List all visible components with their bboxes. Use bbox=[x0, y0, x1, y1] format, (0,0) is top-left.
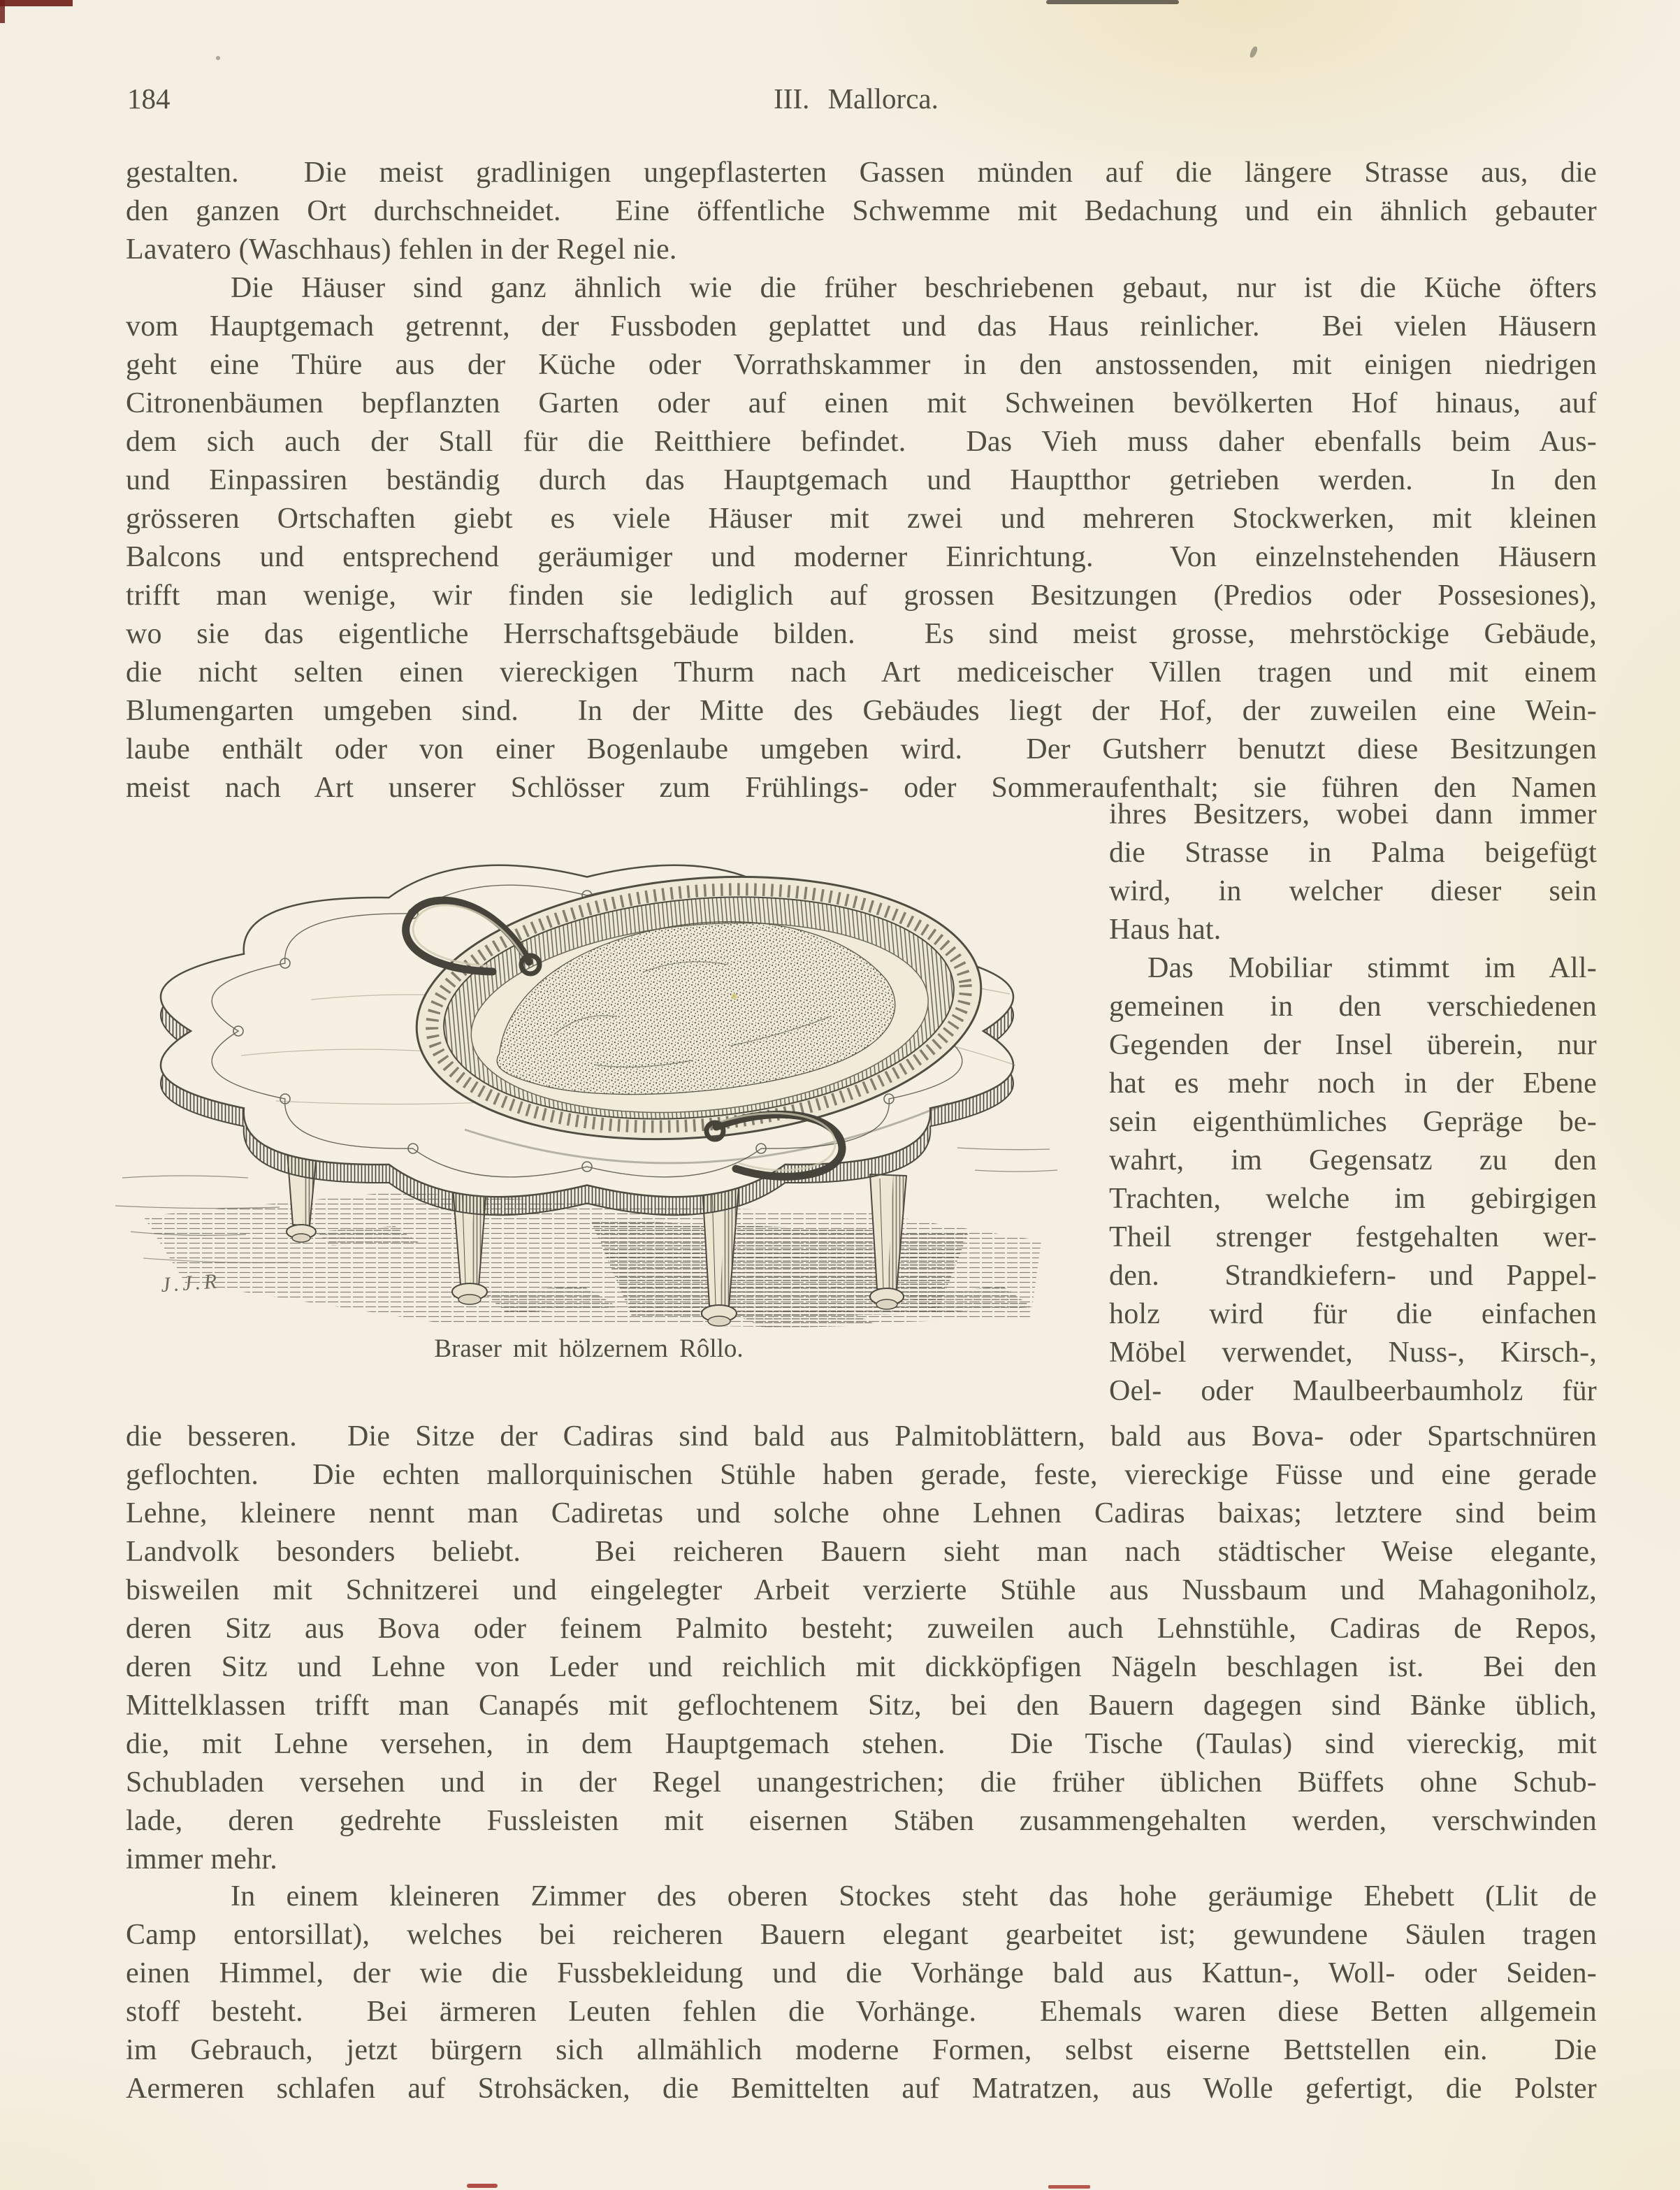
text-line: die Strasse in Palma beigefügt bbox=[1109, 837, 1597, 869]
text-line: die, mit Lehne versehen, in dem Hauptgemach stehen. Die Tische (Taulas) sind viereckig, mit bbox=[126, 1728, 1597, 1760]
text-line: Schubladen versehen und in der Regel unangestrichen; die früher üblichen Büffets ohne Schub- bbox=[126, 1766, 1597, 1799]
text-line: den. Strandkiefern- und Pappel- bbox=[1109, 1260, 1597, 1292]
text-line: bisweilen mit Schnitzerei und eingelegter Arbeit verzierte Stühle aus Nussbaum und Mahagoniholz, bbox=[126, 1574, 1597, 1606]
text-line: sein eigenthümliches Gepräge be- bbox=[1109, 1106, 1597, 1138]
text-line: wahrt, im Gegensatz zu den bbox=[1109, 1144, 1597, 1176]
text-column-right bbox=[1109, 795, 1597, 1411]
text-line: Blumengarten umgeben sind. In der Mitte des Gebäudes liegt der Hof, der zuweilen eine Wein- bbox=[126, 695, 1597, 727]
scan-artifact-speck bbox=[1250, 45, 1259, 59]
paragraph-block-lower bbox=[126, 1418, 1597, 1879]
text-line: grösseren Ortschaften giebt es viele Häuser mit zwei und mehreren Stockwerken, mit kleinen bbox=[126, 503, 1597, 535]
text-line: einen Himmel, der wie die Fussbekleidung und die Vorhänge bald aus Kattun-, Woll- oder Seiden- bbox=[126, 1957, 1597, 1989]
scan-artifact-bottom-red bbox=[467, 2184, 498, 2188]
text-line: stoff besteht. Bei ärmeren Leuten fehlen die Vorhänge. Ehemals waren diese Betten allgemein bbox=[126, 1996, 1597, 2028]
text-line: wo sie das eigentliche Herrschaftsgebäude bilden. Es sind meist grosse, mehrstöckige Gebäude, bbox=[126, 618, 1597, 650]
text-line: im Gebrauch, jetzt bürgern sich allmählich moderne Formen, selbst eiserne Bettstellen ein. Die bbox=[126, 2034, 1597, 2066]
scan-artifact-dark-strip bbox=[1046, 0, 1179, 4]
text-line: hat es mehr noch in der Ebene bbox=[1109, 1067, 1597, 1100]
text-line: Lehne, kleinere nennt man Cadiretas und solche ohne Lehnen Cadiras baixas; letztere sind beim bbox=[126, 1497, 1597, 1529]
text-line: Haus hat. bbox=[1109, 914, 1222, 946]
text-line: holz wird für die einfachen bbox=[1109, 1298, 1597, 1330]
engraver-signature: J.J.R bbox=[160, 1269, 222, 1297]
text-line: gestalten. Die meist gradlinigen ungepflasterten Gassen münden auf die längere Strasse aus, die bbox=[126, 157, 1597, 189]
text-line: die nicht selten einen viereckigen Thurm nach Art mediceischer Villen tragen und mit einem bbox=[126, 656, 1597, 689]
brazier-engraving-illustration bbox=[101, 825, 1076, 1335]
figure bbox=[101, 825, 1076, 1335]
scan-artifact-red-edge bbox=[0, 0, 5, 23]
text-line: deren Sitz aus Bova oder feinem Palmito besteht; zuweilen auch Lehnstühle, Cadiras de Repos, bbox=[126, 1613, 1597, 1645]
text-line: Die Häuser sind ganz ähnlich wie die früher beschriebenen gebaut, nur ist die Küche öfters bbox=[231, 272, 1597, 304]
text-line: Camp entorsillat), welches bei reicheren Bauern elegant gearbeitet ist; gewundene Säulen tragen bbox=[126, 1919, 1597, 1951]
paragraph-block-upper bbox=[126, 154, 1597, 807]
text-line: Mittelklassen trifft man Canapés mit geflochtenem Sitz, bei den Bauern dagegen sind Bänke üblich, bbox=[126, 1690, 1597, 1722]
running-header: III. Mallorca. bbox=[774, 82, 939, 115]
text-line: Citronenbäumen bepflanzten Garten oder auf einen mit Schweinen bevölkerten Hof hinaus, auf bbox=[126, 387, 1597, 419]
text-line: lade, deren gedrehte Fussleisten mit eisernen Stäben zusammengehalten werden, verschwinden bbox=[126, 1805, 1597, 1837]
text-line: geht eine Thüre aus der Küche oder Vorrathskammer in den anstossenden, mit einigen niedrigen bbox=[126, 349, 1597, 381]
scan-artifact-dot bbox=[216, 56, 220, 60]
figure-caption: Braser mit hölzernem Rôllo. bbox=[434, 1334, 744, 1363]
text-line: Lavatero (Waschhaus) fehlen in der Regel nie. bbox=[126, 233, 677, 266]
text-line: laube enthält oder von einer Bogenlaube umgeben wird. Der Gutsherr benutzt diese Besitzungen bbox=[126, 733, 1597, 765]
scan-artifact-red-strip bbox=[0, 0, 73, 6]
text-line: wird, in welcher dieser sein bbox=[1109, 875, 1597, 907]
text-line: Aermeren schlafen auf Strohsäcken, die Bemittelten auf Matratzen, aus Wolle gefertigt, die Polster bbox=[126, 2073, 1597, 2105]
page-number: 184 bbox=[127, 82, 171, 115]
text-line: immer mehr. bbox=[126, 1843, 277, 1875]
text-line: Balcons und entsprechend geräumiger und moderner Einrichtung. Von einzelnstehenden Häusern bbox=[126, 541, 1597, 573]
text-line: die besseren. Die Sitze der Cadiras sind bald aus Palmitoblättern, bald aus Bova- oder Spartschnüren bbox=[126, 1420, 1597, 1453]
text-line: Das Mobiliar stimmt im All- bbox=[1147, 952, 1597, 984]
text-line: Möbel verwendet, Nuss-, Kirsch-, bbox=[1109, 1337, 1597, 1369]
text-line: meist nach Art unserer Schlösser zum Frühlings- oder Sommeraufenthalt; sie führen den Namen bbox=[126, 772, 1597, 804]
text-line: gemeinen in den verschiedenen bbox=[1109, 990, 1597, 1023]
text-line: Landvolk besonders beliebt. Bei reicheren Bauern sieht man nach städtischer Weise elegante, bbox=[126, 1536, 1597, 1568]
text-line: geflochten. Die echten mallorquinischen Stühle haben gerade, feste, viereckige Füsse und eine gerade bbox=[126, 1459, 1597, 1491]
text-line: Theil strenger festgehalten wer- bbox=[1109, 1221, 1597, 1253]
text-line: In einem kleineren Zimmer des oberen Stockes steht das hohe geräumige Ehebett (Llit de bbox=[231, 1880, 1597, 1912]
scan-artifact-bottom-red bbox=[1048, 2185, 1090, 2189]
text-line: trifft man wenige, wir finden sie lediglich auf grossen Besitzungen (Predios oder Possesiones), bbox=[126, 579, 1597, 612]
text-line: Trachten, welche im gebirgigen bbox=[1109, 1183, 1597, 1215]
text-line: dem sich auch der Stall für die Reitthiere befindet. Das Vieh muss daher ebenfalls beim Aus- bbox=[126, 426, 1597, 458]
text-line: ihres Besitzers, wobei dann immer bbox=[1109, 798, 1597, 830]
text-line: und Einpassiren beständig durch das Hauptgemach und Hauptthor getrieben werden. In den bbox=[126, 464, 1597, 496]
text-line: deren Sitz und Lehne von Leder und reichlich mit dickköpfigen Nägeln beschlagen ist. Bei den bbox=[126, 1651, 1597, 1683]
paragraph-block-last bbox=[126, 1878, 1597, 2108]
text-line: den ganzen Ort durchschneidet. Eine öffentliche Schwemme mit Bedachung und ein ähnlich gebauter bbox=[126, 195, 1597, 227]
text-line: Oel- oder Maulbeerbaumholz für bbox=[1109, 1375, 1597, 1407]
text-line: vom Hauptgemach getrennt, der Fussboden geplattet und das Haus reinlicher. Bei vielen Häusern bbox=[126, 310, 1597, 343]
text-line: Gegenden der Insel überein, nur bbox=[1109, 1029, 1597, 1061]
